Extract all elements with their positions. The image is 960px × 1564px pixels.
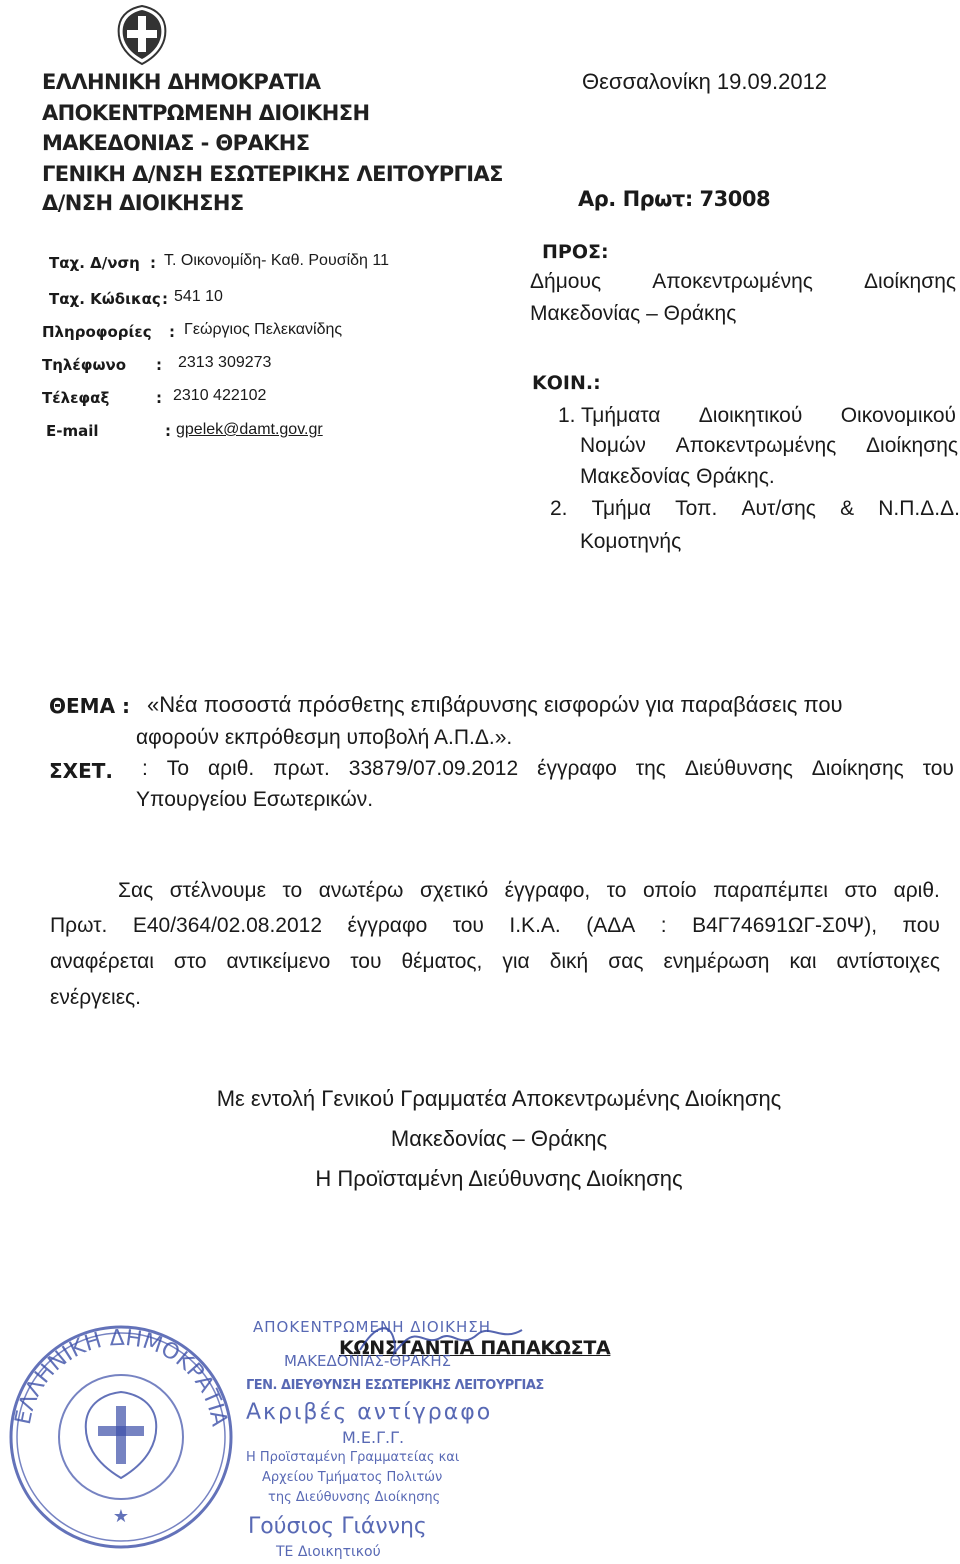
body-word: αναφέρεται	[50, 950, 154, 973]
header-line-3: ΜΑΚΕΔΟΝΙΑΣ - ΘΡΑΚΗΣ	[42, 131, 310, 155]
reference-word: έγγραφο	[537, 757, 617, 780]
body-word: ενημέρωση	[663, 950, 770, 973]
recipients-heading: ΠΡΟΣ:	[542, 241, 609, 263]
body-word: στέλνουμε	[169, 879, 266, 902]
reference-word: Διοίκησης	[811, 757, 904, 780]
body-word: σχετικό	[419, 879, 489, 902]
contact-separator: :	[169, 323, 175, 341]
body-word: του	[452, 914, 484, 937]
recipient-word: Διοίκησης	[864, 270, 956, 293]
reference-word: του	[922, 757, 954, 780]
body-word: σας	[608, 950, 644, 973]
subject-line: αφορούν εκπρόθεσμη υποβολή Α.Π.Δ.».	[136, 726, 513, 749]
seal-arc-text: ΕΛΛΗΝΙΚΗ ΔΗΜΟΚΡΑΤΙΑ	[10, 1325, 232, 1429]
round-seal-stamp	[6, 1322, 236, 1552]
header-line-2: ΑΠΟΚΕΝΤΡΩΜΕΝΗ ΔΙΟΙΚΗΣΗ	[42, 101, 370, 125]
copy-to-line: Κομοτηνής	[580, 530, 682, 553]
header-line-4: ΓΕΝΙΚΗ Δ/ΝΣΗ ΕΣΩΤΕΡΙΚΗΣ ΛΕΙΤΟΥΡΓΙΑΣ	[42, 162, 503, 186]
body-word: του	[350, 950, 382, 973]
header-line-5: Δ/ΝΣΗ ΔΙΟΙΚΗΣΗΣ	[42, 191, 244, 215]
body-line: ενέργειες.	[50, 986, 142, 1009]
body-word: αριθ.	[893, 879, 940, 902]
stamp-line: της Διεύθυνσης Διοίκησης	[268, 1490, 441, 1505]
stamp-line: Ακριβές αντίγραφο	[246, 1400, 493, 1425]
contact-separator: :	[156, 389, 162, 407]
email-link[interactable]: gpelek@damt.gov.gr	[176, 421, 323, 438]
signature-line: Με εντολή Γενικού Γραμματέα Αποκεντρωμένης Διοίκησης	[216, 1086, 782, 1111]
contact-value: 541 10	[174, 288, 223, 305]
body-line	[50, 950, 940, 974]
copy-to-word: Διοικητικού	[698, 404, 803, 427]
subject-label: ΘΕΜΑ :	[49, 694, 131, 718]
contact-label: Πληροφορίες	[42, 323, 152, 341]
copy-to-word: Οικονομικού	[840, 404, 956, 427]
copy-to-word: 1. Τμήματα	[558, 404, 661, 427]
copy-to-line: Μακεδονίας Θράκης.	[580, 465, 775, 488]
recipients-line: Μακεδονίας – Θράκης	[530, 302, 737, 325]
body-word: για	[502, 950, 530, 973]
copy-to-line	[550, 497, 960, 521]
reference-word: Διεύθυνσης	[684, 757, 793, 780]
reference-word: αριθ.	[207, 757, 255, 780]
protocol-number: Αρ. Πρωτ: 73008	[578, 187, 771, 211]
stamp-line: ΑΠΟΚΕΝΤΡΩΜΕΝΗ ΔΙΟΙΚΗΣΗ	[253, 1318, 492, 1336]
copy-to-word: 2.	[550, 497, 568, 520]
stamp-line: Μ.Ε.Γ.Γ.	[342, 1428, 405, 1447]
body-word: έγγραφο,	[504, 879, 591, 902]
recipient-word: Αποκεντρωμένης	[652, 270, 813, 293]
copy-to-line	[580, 434, 958, 458]
svg-text:★: ★	[112, 1506, 130, 1526]
signatory-name: ΚΩΝΣΤΑΝΤΙΑ ΠΑΠΑΚΩΣΤΑ	[339, 1337, 611, 1359]
contact-value: 2313 309273	[178, 354, 272, 371]
stamp-line: Γούσιος Γιάννης	[248, 1514, 427, 1539]
body-word: το	[606, 879, 627, 902]
stamp-line: Η Προϊσταμένη Γραμματείας και	[246, 1450, 460, 1465]
reference-word: :	[142, 757, 148, 780]
body-word: παραπέμπει	[713, 879, 828, 902]
body-word: Ι.Κ.Α.	[509, 914, 561, 937]
body-word: Πρωτ.	[50, 914, 108, 937]
copy-to-word: Αυτ/σης	[741, 497, 816, 520]
reference-line: Υπουργείου Εσωτερικών.	[136, 788, 374, 811]
body-word: που	[902, 914, 940, 937]
recipient-word: Δήμους	[530, 270, 602, 293]
body-word: έγγραφο	[347, 914, 428, 937]
reference-line	[142, 757, 954, 781]
copy-to-word: Νομών	[580, 434, 646, 457]
contact-separator: :	[156, 356, 162, 374]
copy-to-heading: ΚΟΙΝ.:	[532, 372, 601, 394]
copy-to-word: Ν.Π.Δ.Δ.	[878, 497, 960, 520]
body-word: :	[660, 914, 667, 937]
body-word: Σας	[118, 879, 154, 902]
coat-of-arms-icon	[113, 4, 171, 66]
copy-to-word: Τμήμα	[591, 497, 651, 520]
stamp-line: Αρχείου Τμήματος Πολιτών	[262, 1470, 443, 1485]
contact-label: Τέλεφαξ	[42, 389, 110, 407]
header-line-1: ΕΛΛΗΝΙΚΗ ΔΗΜΟΚΡΑΤΙΑ	[42, 70, 321, 94]
body-word: Β4Γ74691ΩΓ-Σ0Ψ),	[692, 914, 878, 937]
copy-to-word: Διοίκησης	[866, 434, 958, 457]
stamp-line: ΓΕΝ. ΔΙΕΥΘΥΝΣΗ ΕΣΩΤΕΡΙΚΗΣ ΛΕΙΤΟΥΡΓΙΑΣ	[246, 1378, 544, 1393]
contact-separator: :	[162, 290, 168, 308]
body-word: και	[789, 950, 817, 973]
contact-label: Ταχ. Κώδικας	[49, 290, 161, 308]
contact-label: Τηλέφωνο	[42, 356, 127, 374]
signature-line: Μακεδονίας – Θράκης	[390, 1126, 608, 1151]
body-word: θέματος,	[401, 950, 483, 973]
body-line	[118, 879, 940, 903]
copy-to-line	[558, 404, 956, 428]
contact-separator: :	[150, 254, 156, 272]
reference-label: ΣΧΕΤ.	[49, 759, 113, 783]
contact-value: 2310 422102	[173, 387, 267, 404]
body-word: Ε40/364/02.08.2012	[132, 914, 323, 937]
stamp-line: ΤΕ Διοικητικού	[276, 1544, 381, 1560]
body-word: (ΑΔΑ	[586, 914, 636, 937]
body-word: οποίο	[642, 879, 697, 902]
reference-word: Το	[166, 757, 189, 780]
body-word: στο	[844, 879, 878, 902]
date-line: Θεσσαλονίκη 19.09.2012	[582, 69, 828, 94]
copy-to-word: Αποκεντρωμένης	[675, 434, 837, 457]
body-word: δική	[549, 950, 589, 973]
signature-line: Η Προϊσταμένη Διεύθυνσης Διοίκησης	[315, 1166, 683, 1191]
body-word: αντίστοιχες	[836, 950, 940, 973]
contact-value: Τ. Οικονομίδη- Καθ. Ρουσίδη 11	[164, 252, 389, 269]
body-word: αντικείμενο	[226, 950, 331, 973]
copy-to-word: Τοπ.	[675, 497, 718, 520]
contact-label: E-mail	[46, 422, 99, 440]
body-word: στο	[173, 950, 207, 973]
stamp-line: ΜΑΚΕΔΟΝΙΑΣ-ΘΡΑΚΗΣ	[284, 1352, 452, 1370]
reference-word: της	[635, 757, 666, 780]
body-line	[50, 914, 940, 938]
reference-word: 33879/07.09.2012	[348, 757, 519, 780]
body-word: το	[282, 879, 303, 902]
copy-to-word: &	[840, 497, 855, 520]
recipients-line	[530, 270, 956, 294]
contact-value: Γεώργιος Πελεκανίδης	[184, 321, 343, 338]
contact-separator: :	[165, 422, 171, 440]
body-word: ανωτέρω	[318, 879, 404, 902]
subject-line: «Νέα ποσοστά πρόσθετης επιβάρυνσης εισφορών για παραβάσεις που	[147, 692, 843, 717]
reference-word: πρωτ.	[273, 757, 330, 780]
contact-label: Ταχ. Δ/νση	[49, 254, 140, 272]
